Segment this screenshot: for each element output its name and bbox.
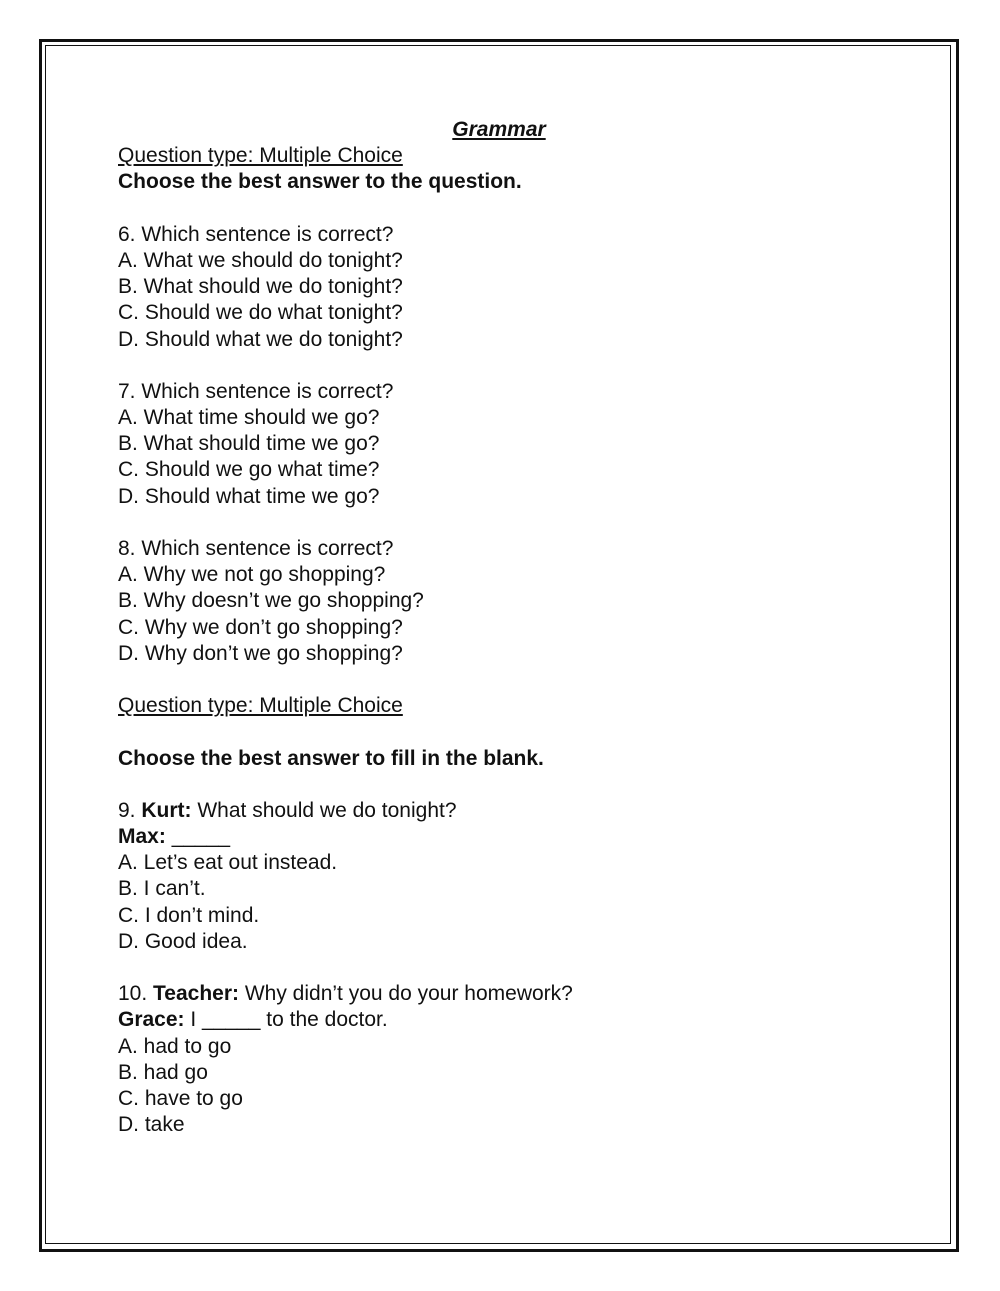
spacer xyxy=(118,955,898,981)
question-9-line2: _____ xyxy=(165,825,231,849)
question-7-option-d[interactable]: D. Should what time we go? xyxy=(118,484,380,508)
question-10-option-d[interactable]: D. take xyxy=(118,1113,185,1137)
spacer xyxy=(118,196,898,222)
question-6-option-d[interactable]: D. Should what we do tonight? xyxy=(118,327,403,351)
section1-instruction: Choose the best answer to the question. xyxy=(118,170,522,194)
section2-type-label: Question type: Multiple Choice xyxy=(118,694,403,718)
question-10-option-a[interactable]: A. had to go xyxy=(118,1034,232,1058)
question-10-response xyxy=(118,1007,898,1033)
question-10-speaker2: Grace: xyxy=(118,1008,185,1032)
question-6-option-a[interactable]: A. What we should do tonight? xyxy=(118,248,403,272)
question-9-option-a[interactable]: A. Let’s eat out instead. xyxy=(118,851,338,875)
question-9-option-c[interactable]: C. I don’t mind. xyxy=(118,903,260,927)
spacer xyxy=(118,667,898,693)
worksheet-content xyxy=(118,117,898,1138)
question-10-option-c[interactable]: C. have to go xyxy=(118,1086,243,1110)
spacer xyxy=(118,719,898,745)
section1-type-label: Question type: Multiple Choice xyxy=(118,144,403,168)
question-7-stem: 7. Which sentence is correct? xyxy=(118,379,394,403)
worksheet-title: Grammar xyxy=(452,118,546,141)
question-8-stem: 8. Which sentence is correct? xyxy=(118,537,394,560)
question-9-speaker1: Kurt: xyxy=(141,798,192,822)
question-8-option-b[interactable]: B. Why doesn’t we go shopping? xyxy=(118,589,424,613)
question-10-number: 10. xyxy=(118,982,154,1006)
question-8-option-d[interactable]: D. Why don’t we go shopping? xyxy=(118,641,403,665)
question-9-option-b[interactable]: B. I can’t. xyxy=(118,877,206,901)
question-6-option-b[interactable]: B. What should we do tonight? xyxy=(118,275,403,299)
question-6-stem: 6. Which sentence is correct? xyxy=(118,222,394,246)
question-9-speaker2: Max: xyxy=(118,825,166,849)
question-10-option-b[interactable]: B. had go xyxy=(118,1060,208,1084)
question-10-speaker1: Teacher: xyxy=(153,982,240,1006)
spacer xyxy=(118,772,898,798)
question-7-option-a[interactable]: A. What time should we go? xyxy=(118,406,380,430)
question-7-option-c[interactable]: C. Should we go what time? xyxy=(118,458,380,482)
question-8-option-a[interactable]: A. Why we not go shopping? xyxy=(118,563,386,587)
spacer xyxy=(118,510,898,536)
question-9-option-d[interactable]: D. Good idea. xyxy=(118,929,248,953)
question-9-number: 9. xyxy=(118,798,142,822)
question-9-line1: What should we do tonight? xyxy=(191,798,457,822)
section2-instruction: Choose the best answer to fill in the blank. xyxy=(118,746,544,770)
question-9-prompt xyxy=(118,798,898,824)
question-6-option-c[interactable]: C. Should we do what tonight? xyxy=(118,301,403,325)
question-10-prompt xyxy=(118,981,898,1007)
question-7-option-b[interactable]: B. What should time we go? xyxy=(118,432,380,456)
spacer xyxy=(118,353,898,379)
question-10-line2: I _____ to the doctor. xyxy=(184,1008,388,1032)
question-8-option-c[interactable]: C. Why we don’t go shopping? xyxy=(118,615,403,639)
question-9-response xyxy=(118,824,898,850)
question-10-line1: Why didn’t you do your homework? xyxy=(239,982,573,1006)
